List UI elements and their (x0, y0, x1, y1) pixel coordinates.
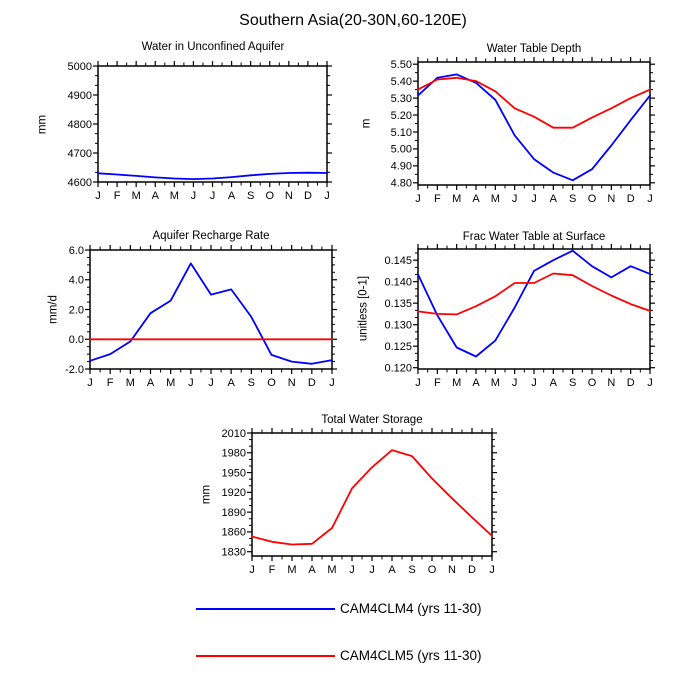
month-label: M (452, 377, 462, 389)
y-tick-label: 4700 (67, 147, 92, 160)
y-minor-ticks (415, 253, 653, 361)
y-tick-label: 6.0 (68, 244, 84, 257)
month-label: A (227, 190, 236, 202)
month-label: N (607, 193, 616, 205)
x-major-ticks (252, 428, 492, 561)
month-label: J (531, 193, 537, 205)
plot-frame (252, 433, 492, 556)
month-label: J (647, 193, 653, 205)
y-axis-label-mm: mm (36, 114, 49, 135)
x-tick-labels (415, 377, 653, 389)
x-tick-labels (87, 377, 335, 389)
panel-water-in-unconfined-aquifer (68, 61, 332, 202)
panel-title-aquifer-recharge-rate: Aquifer Recharge Rate (152, 230, 270, 242)
month-label: D (626, 193, 635, 205)
month-label: J (531, 377, 537, 389)
month-label: F (268, 564, 276, 576)
month-label: A (308, 564, 316, 576)
y-major-ticks (93, 66, 332, 182)
y-tick-labels (391, 59, 412, 190)
month-label: S (568, 193, 577, 205)
x-major-ticks (418, 57, 650, 190)
month-label: M (327, 564, 337, 576)
month-label: A (549, 377, 558, 389)
month-label: A (151, 190, 159, 202)
panel-water-table-depth (391, 57, 655, 205)
y-tick-label: 0.140 (384, 276, 412, 289)
y-tick-label: 0.120 (384, 362, 412, 375)
series-line-cam4clm5 (418, 274, 650, 315)
series-line-cam4clm4 (90, 263, 332, 363)
y-tick-label: 4.80 (390, 177, 412, 190)
panel-frac-water-table-at-surface (384, 244, 655, 389)
month-label: S (246, 190, 255, 202)
y-major-ticks (413, 64, 655, 183)
y-minor-ticks (249, 440, 495, 546)
y-tick-label: 5000 (67, 60, 92, 73)
month-label: F (113, 190, 121, 202)
panel-aquifer-recharge-rate (65, 245, 337, 389)
y-tick-label: 5.40 (390, 75, 412, 88)
legend-label-cam4clm4: CAM4CLM4 (yrs 11-30) (340, 601, 482, 616)
month-label: A (472, 193, 480, 205)
y-tick-label: 1950 (221, 467, 246, 480)
month-label: M (169, 190, 179, 202)
month-label: D (468, 564, 476, 576)
month-label: M (166, 377, 176, 389)
series-line-cam4clm5 (418, 78, 650, 128)
month-label: A (388, 564, 396, 576)
y-tick-label: 4600 (67, 176, 92, 189)
x-minor-ticks (428, 246, 641, 373)
month-label: D (626, 377, 635, 389)
month-label: J (209, 190, 216, 202)
month-label: J (208, 377, 214, 389)
y-tick-label: 1980 (221, 447, 246, 460)
panel-title-total-water-storage: Total Water Storage (321, 414, 423, 426)
legend-line-cam4clm4 (196, 608, 335, 610)
month-label: J (415, 377, 421, 389)
y-tick-label: 0.125 (384, 341, 412, 354)
x-major-ticks (418, 244, 650, 374)
x-tick-labels (415, 193, 653, 205)
x-tick-labels (95, 190, 330, 202)
y-tick-label: 0.135 (384, 297, 412, 310)
plot-frame (418, 249, 650, 369)
month-label: M (131, 190, 141, 202)
month-label: S (568, 377, 577, 389)
month-label: J (369, 564, 375, 576)
month-label: J (324, 190, 330, 202)
month-label: O (587, 193, 597, 205)
month-label: M (287, 564, 297, 576)
month-label: N (284, 190, 293, 202)
series-line-cam4clm4 (418, 251, 650, 357)
y-major-ticks (247, 433, 497, 552)
series-line-cam4clm4 (98, 173, 327, 179)
plot-frame (90, 250, 332, 369)
y-axis-label-mm-storage: mm (200, 484, 213, 505)
y-tick-label: 1860 (221, 526, 246, 539)
panel-title-water-in-unconfined-aquifer: Water in Unconfined Aquifer (141, 41, 285, 53)
month-label: J (647, 377, 653, 389)
y-tick-label: 0.145 (384, 254, 412, 267)
month-label: M (490, 193, 500, 205)
month-label: S (408, 564, 416, 576)
x-major-ticks (98, 61, 327, 187)
month-label: A (146, 377, 155, 389)
month-label: F (106, 377, 114, 389)
x-minor-ticks (100, 247, 322, 373)
y-tick-label: 1890 (221, 506, 246, 519)
figure-title: Southern Asia(20-30N,60-120E) (239, 12, 467, 29)
month-label: N (448, 564, 456, 576)
month-label: O (267, 377, 276, 389)
y-tick-label: 5.50 (390, 59, 412, 72)
y-tick-label: 4.0 (68, 274, 84, 287)
month-label: J (188, 377, 194, 389)
y-tick-labels (222, 428, 246, 559)
y-tick-labels (68, 61, 92, 189)
y-tick-labels (384, 255, 412, 375)
y-tick-label: 5.00 (390, 143, 412, 156)
x-minor-ticks (108, 63, 318, 186)
month-label: F (433, 377, 441, 389)
month-label: A (227, 377, 235, 389)
y-major-ticks (85, 250, 337, 369)
series-line-cam4clm5 (252, 450, 492, 544)
month-label: D (303, 190, 312, 202)
y-tick-label: 2010 (221, 427, 246, 440)
month-label: F (433, 193, 441, 205)
month-label: D (307, 377, 316, 389)
y-tick-label: -2.0 (65, 363, 84, 376)
y-tick-labels (65, 245, 84, 376)
y-tick-label: 1830 (221, 546, 246, 559)
month-label: M (490, 377, 500, 389)
y-tick-label: 0.0 (68, 334, 84, 347)
y-tick-label: 4900 (67, 89, 92, 102)
panel-title-water-table-depth: Water Table Depth (486, 43, 582, 55)
y-tick-label: 0.130 (384, 319, 412, 332)
month-label: J (511, 193, 518, 205)
x-major-ticks (90, 245, 332, 374)
panel-title-frac-water-table: Frac Water Table at Surface (462, 231, 606, 243)
y-tick-label: 5.30 (390, 92, 412, 105)
y-minor-ticks (95, 76, 330, 173)
plot-frame (98, 66, 327, 182)
month-label: O (587, 377, 597, 389)
month-label: J (190, 190, 197, 202)
y-axis-label-m: m (360, 118, 373, 129)
month-label: A (472, 377, 480, 389)
legend-line-cam4clm5 (196, 655, 335, 657)
month-label: A (549, 193, 558, 205)
month-label: M (125, 377, 135, 389)
month-label: S (247, 377, 256, 389)
y-tick-label: 5.10 (390, 126, 412, 139)
month-label: N (607, 377, 616, 389)
series-line-cam4clm4 (418, 74, 650, 180)
month-label: J (349, 564, 355, 576)
y-tick-label: 5.20 (390, 109, 412, 122)
y-axis-label-mmd: mm/d (47, 295, 60, 324)
y-axis-label-unitless: unitless [0-1] (357, 275, 370, 342)
month-label: O (265, 190, 275, 202)
plot-frame (418, 62, 650, 185)
month-label: M (452, 193, 462, 205)
month-label: J (329, 377, 335, 389)
month-label: J (489, 564, 495, 576)
legend-label-cam4clm5: CAM4CLM5 (yrs 11-30) (340, 648, 482, 663)
month-label: J (87, 377, 93, 389)
month-label: J (95, 190, 101, 202)
month-label: O (427, 564, 437, 576)
month-label: J (415, 193, 421, 205)
y-tick-label: 4800 (67, 118, 92, 131)
x-tick-labels (249, 564, 495, 576)
y-tick-label: 1920 (221, 487, 246, 500)
month-label: J (511, 377, 518, 389)
y-tick-label: 4.90 (390, 160, 412, 173)
y-tick-label: 2.0 (68, 304, 84, 317)
month-label: N (287, 377, 296, 389)
panel-total-water-storage (222, 428, 497, 576)
month-label: J (249, 564, 255, 576)
